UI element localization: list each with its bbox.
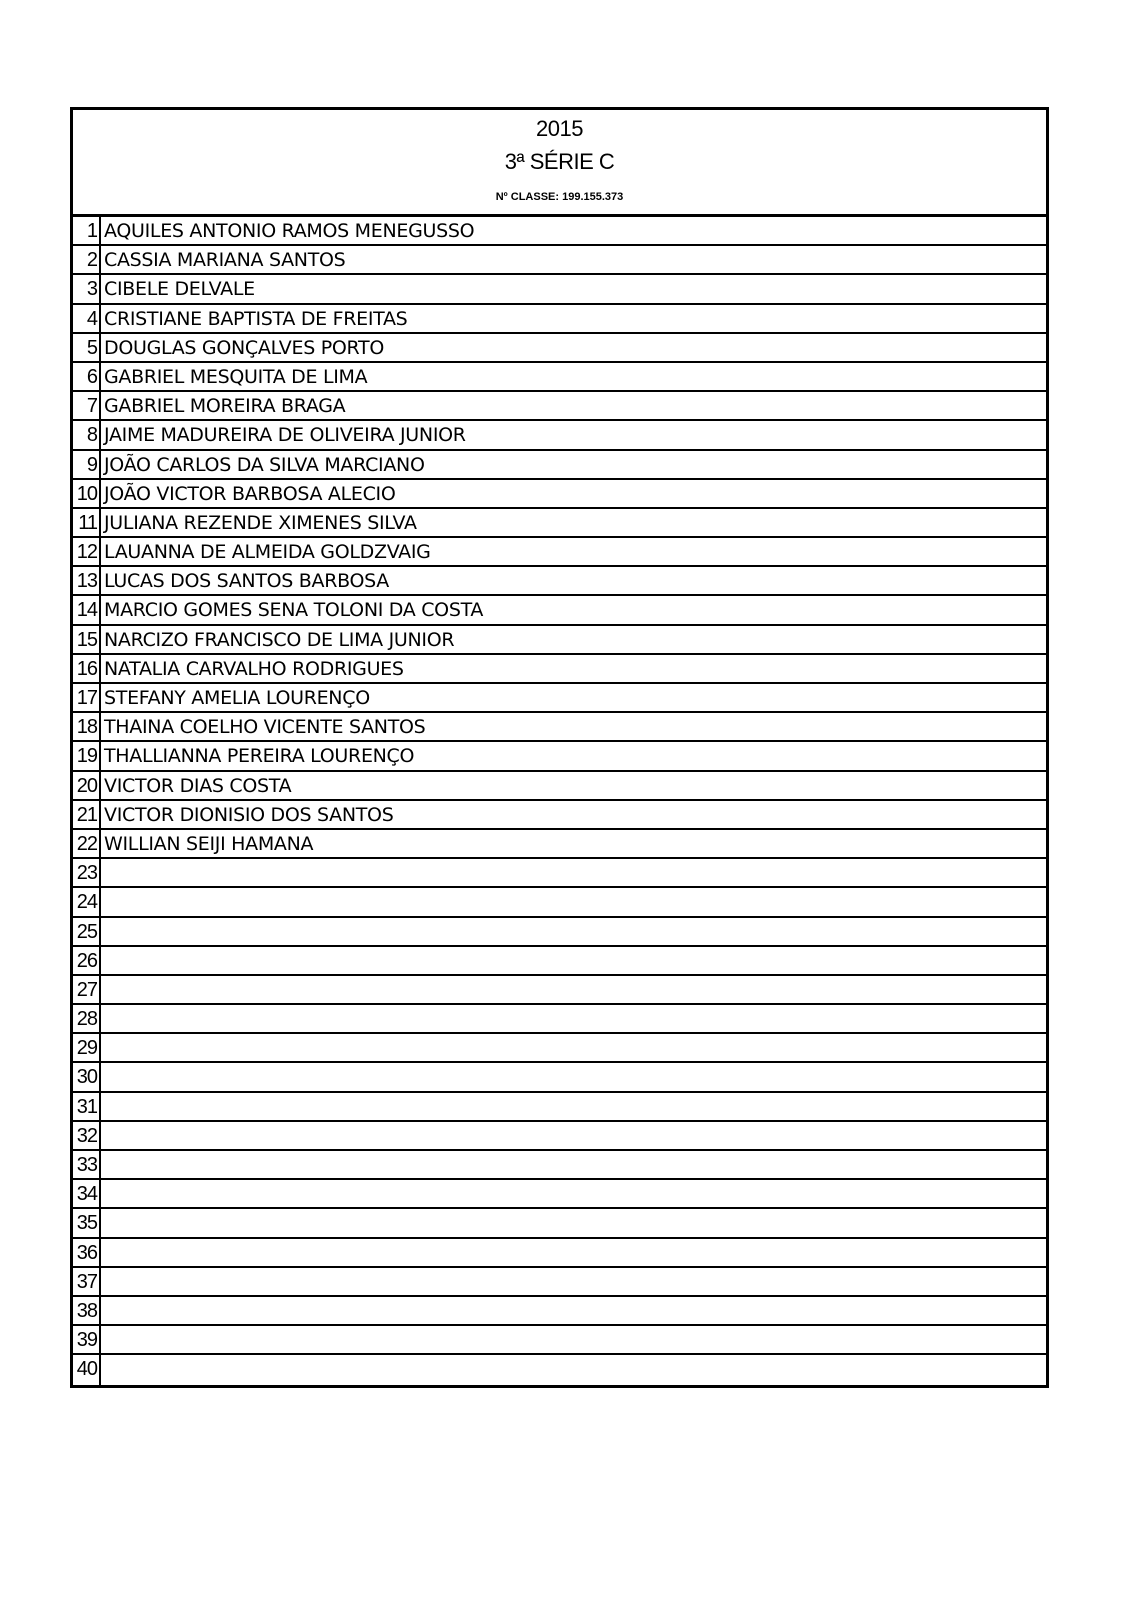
student-name xyxy=(101,1063,1046,1090)
table-row xyxy=(73,217,1046,246)
table-row xyxy=(73,1297,1046,1326)
table-row xyxy=(73,655,1046,684)
row-number: 1 xyxy=(73,217,101,244)
row-number: 15 xyxy=(73,626,101,653)
row-number: 29 xyxy=(73,1034,101,1061)
student-name: CIBELE DELVALE xyxy=(104,278,255,301)
student-name: JAIME MADUREIRA DE OLIVEIRA JUNIOR xyxy=(104,424,466,447)
student-name: DOUGLAS GONÇALVES PORTO xyxy=(104,336,384,359)
table-row xyxy=(73,1122,1046,1151)
table-row xyxy=(73,334,1046,363)
table-row xyxy=(73,1239,1046,1268)
row-number: 16 xyxy=(73,655,101,682)
row-number: 10 xyxy=(73,480,101,507)
table-row xyxy=(73,947,1046,976)
row-number: 30 xyxy=(73,1063,101,1090)
row-number: 38 xyxy=(73,1297,101,1324)
student-name: MARCIO GOMES SENA TOLONI DA COSTA xyxy=(104,599,484,622)
row-number: 4 xyxy=(73,305,101,332)
row-number: 6 xyxy=(73,363,101,390)
table-row xyxy=(73,713,1046,742)
student-name: WILLIAN SEIJI HAMANA xyxy=(104,832,314,855)
row-number: 34 xyxy=(73,1180,101,1207)
table-row xyxy=(73,451,1046,480)
student-name xyxy=(101,1034,1046,1061)
table-row xyxy=(73,480,1046,509)
student-name xyxy=(101,947,1046,974)
table-row xyxy=(73,363,1046,392)
student-name: CASSIA MARIANA SANTOS xyxy=(104,249,346,272)
row-number: 40 xyxy=(73,1355,101,1384)
student-name xyxy=(101,976,1046,1003)
student-name: LAUANNA DE ALMEIDA GOLDZVAIG xyxy=(104,541,431,564)
table-row xyxy=(73,830,1046,859)
row-number: 32 xyxy=(73,1122,101,1149)
table-row xyxy=(73,1209,1046,1238)
table-row xyxy=(73,392,1046,421)
row-number: 25 xyxy=(73,918,101,945)
row-number: 31 xyxy=(73,1093,101,1120)
student-name xyxy=(101,1005,1046,1032)
class-number: Nº CLASSE: 199.155.373 xyxy=(495,191,624,203)
row-number: 21 xyxy=(73,801,101,828)
row-number: 19 xyxy=(73,742,101,769)
table-row xyxy=(73,1093,1046,1122)
row-number: 9 xyxy=(73,451,101,478)
table-row xyxy=(73,859,1046,888)
row-number: 24 xyxy=(73,888,101,915)
table-row xyxy=(73,1180,1046,1209)
row-number: 27 xyxy=(73,976,101,1003)
student-name xyxy=(101,1268,1046,1295)
row-number: 11 xyxy=(73,509,101,536)
table-row xyxy=(73,772,1046,801)
student-name xyxy=(101,1122,1046,1149)
table-row xyxy=(73,596,1046,625)
student-name: LUCAS DOS SANTOS BARBOSA xyxy=(104,570,389,593)
table-row xyxy=(73,1268,1046,1297)
student-name xyxy=(101,1297,1046,1324)
roster-year: 2015 xyxy=(536,116,583,141)
row-number: 3 xyxy=(73,275,101,302)
student-name: VICTOR DIONISIO DOS SANTOS xyxy=(104,803,394,826)
table-row xyxy=(73,275,1046,304)
student-name xyxy=(101,1326,1046,1353)
student-name: AQUILES ANTONIO RAMOS MENEGUSSO xyxy=(104,220,475,242)
table-row xyxy=(73,538,1046,567)
student-name xyxy=(101,1180,1046,1207)
row-number: 5 xyxy=(73,334,101,361)
student-name xyxy=(101,1209,1046,1236)
row-number: 14 xyxy=(73,596,101,623)
student-name: CRISTIANE BAPTISTA DE FREITAS xyxy=(104,307,408,330)
row-number: 37 xyxy=(73,1268,101,1295)
table-row xyxy=(73,684,1046,713)
table-row xyxy=(73,421,1046,450)
row-number: 8 xyxy=(73,421,101,448)
table-row xyxy=(73,1326,1046,1355)
table-row xyxy=(73,1151,1046,1180)
row-number: 12 xyxy=(73,538,101,565)
table-row xyxy=(73,742,1046,771)
roster-rows xyxy=(73,217,1046,1385)
student-name xyxy=(101,888,1046,915)
roster-header xyxy=(73,110,1046,217)
student-name: THALLIANNA PEREIRA LOURENÇO xyxy=(104,745,415,768)
table-row xyxy=(73,567,1046,596)
table-row xyxy=(73,509,1046,538)
table-row xyxy=(73,246,1046,275)
student-name: GABRIEL MESQUITA DE LIMA xyxy=(104,365,368,388)
student-name xyxy=(101,918,1046,945)
row-number: 2 xyxy=(73,246,101,273)
table-row xyxy=(73,1355,1046,1384)
student-name: GABRIEL MOREIRA BRAGA xyxy=(104,395,346,418)
row-number: 26 xyxy=(73,947,101,974)
row-number: 17 xyxy=(73,684,101,711)
table-row xyxy=(73,801,1046,830)
student-name xyxy=(101,1355,1046,1384)
row-number: 39 xyxy=(73,1326,101,1353)
row-number: 7 xyxy=(73,392,101,419)
table-row xyxy=(73,1005,1046,1034)
student-name: JOÃO VICTOR BARBOSA ALECIO xyxy=(104,482,396,505)
row-number: 28 xyxy=(73,1005,101,1032)
class-name: 3ª SÉRIE C xyxy=(504,149,615,174)
student-name: STEFANY AMELIA LOURENÇO xyxy=(104,687,370,709)
row-number: 36 xyxy=(73,1239,101,1266)
table-row xyxy=(73,1034,1046,1063)
table-row xyxy=(73,918,1046,947)
student-name: THAINA COELHO VICENTE SANTOS xyxy=(104,716,426,739)
row-number: 20 xyxy=(73,772,101,799)
row-number: 35 xyxy=(73,1209,101,1236)
student-name: NARCIZO FRANCISCO DE LIMA JUNIOR xyxy=(104,628,455,651)
table-row xyxy=(73,976,1046,1005)
student-name xyxy=(101,859,1046,886)
row-number: 22 xyxy=(73,830,101,857)
class-roster-table xyxy=(70,107,1049,1388)
row-number: 13 xyxy=(73,567,101,594)
table-row xyxy=(73,888,1046,917)
student-name xyxy=(101,1239,1046,1266)
student-name: JOÃO CARLOS DA SILVA MARCIANO xyxy=(104,453,425,476)
row-number: 18 xyxy=(73,713,101,740)
student-name xyxy=(101,1093,1046,1120)
table-row xyxy=(73,626,1046,655)
student-name xyxy=(101,1151,1046,1178)
row-number: 23 xyxy=(73,859,101,886)
table-row xyxy=(73,305,1046,334)
student-name: JULIANA REZENDE XIMENES SILVA xyxy=(104,511,417,534)
table-row xyxy=(73,1063,1046,1092)
row-number: 33 xyxy=(73,1151,101,1178)
student-name: VICTOR DIAS COSTA xyxy=(104,774,292,797)
student-name: NATALIA CARVALHO RODRIGUES xyxy=(104,657,404,680)
